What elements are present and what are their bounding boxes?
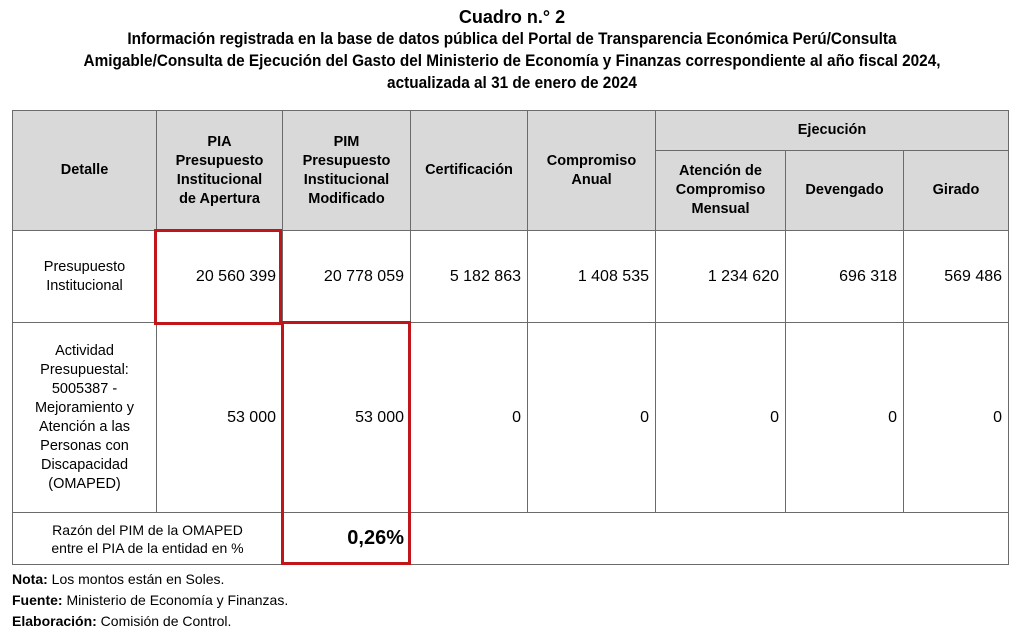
header-compromiso-anual: Compromiso Anual	[528, 111, 656, 231]
header-devengado: Devengado	[786, 151, 904, 231]
cell-compromiso-anual: 0	[528, 323, 656, 513]
cell-girado: 0	[904, 323, 1009, 513]
header-atencion-compromiso: Atención de Compromiso Mensual	[656, 151, 786, 231]
cell-compromiso-anual: 1 408 535	[528, 231, 656, 323]
cell-girado: 569 486	[904, 231, 1009, 323]
source-line: Fuente: Ministerio de Economía y Finanzas.	[12, 592, 289, 608]
note-line: Nota: Los montos están en Soles.	[12, 571, 225, 587]
cell-atencion: 0	[656, 323, 786, 513]
cell-pim: 53 000	[283, 323, 411, 513]
table-row	[13, 231, 1009, 323]
cell-devengado: 696 318	[786, 231, 904, 323]
cell-atencion: 1 234 620	[656, 231, 786, 323]
table-row	[13, 323, 1009, 513]
header-pim: PIM Presupuesto Institucional Modificado	[283, 111, 411, 231]
header-pia: PIA Presupuesto Institucional de Apertura	[157, 111, 283, 231]
cell-pia: 53 000	[157, 323, 283, 513]
title-line: Información registrada en la base de datos pública del Portal de Transparencia Económica Perú/Consulta	[127, 30, 897, 48]
header-detalle: Detalle	[13, 111, 157, 231]
ratio-empty-cell	[411, 513, 1009, 565]
row-label-omaped: Actividad Presupuestal: 5005387 - Mejoramiento y Atención a las Personas con Discapacidad (OMAPED)	[13, 323, 157, 513]
title-line: Amigable/Consulta de Ejecución del Gasto del Ministerio de Economía y Finanzas correspondiente al año fiscal 2024,	[83, 52, 941, 70]
table-caption: Cuadro n.° 2	[458, 7, 566, 27]
ratio-value: 0,26%	[283, 513, 411, 565]
cell-pia: 20 560 399	[157, 231, 283, 323]
cell-certificacion: 0	[411, 323, 528, 513]
header-ejecucion: Ejecución	[656, 111, 1009, 151]
notes	[12, 569, 288, 632]
elaboration-line: Elaboración: Comisión de Control.	[12, 613, 232, 629]
title-line: actualizada al 31 de enero de 2024	[387, 74, 637, 92]
document-title	[0, 6, 1024, 94]
cell-devengado: 0	[786, 323, 904, 513]
ratio-label: Razón del PIM de la OMAPED entre el PIA de la entidad en %	[13, 513, 283, 565]
cell-certificacion: 5 182 863	[411, 231, 528, 323]
header-girado: Girado	[904, 151, 1009, 231]
cell-pim: 20 778 059	[283, 231, 411, 323]
ratio-row	[13, 513, 1009, 565]
header-certificacion: Certificación	[411, 111, 528, 231]
budget-table	[12, 110, 1009, 565]
row-label-presupuesto: Presupuesto Institucional	[13, 231, 157, 323]
